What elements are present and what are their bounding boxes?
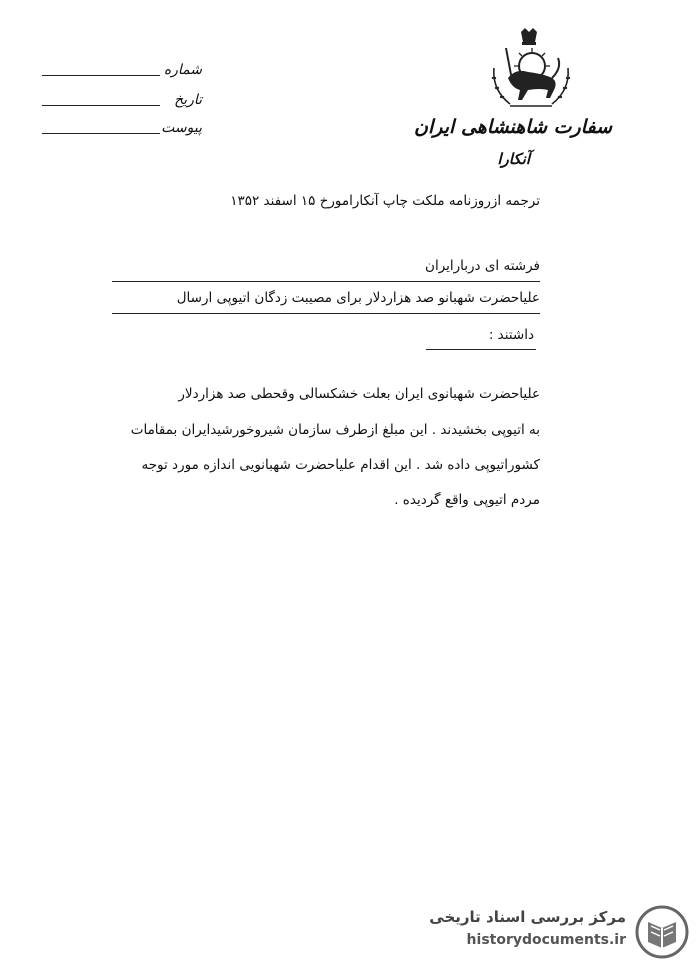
body-line-1: علیاحضرت شهبانوی ایران بعلت خشکسالی وقحطی صد هزاردلار (178, 386, 540, 402)
body-line-3: کشوراتیوپی داده شد . این اقدام علیاحضرت شهبانویی اندازه مورد توجه (141, 457, 540, 473)
reference-date-label: تاریخ (174, 92, 202, 108)
reference-date-line (42, 105, 160, 106)
recipient-underline (112, 281, 540, 282)
watermark (412, 902, 698, 962)
reference-date-field (42, 92, 202, 112)
reference-number-field (42, 62, 202, 82)
continuation-underline (426, 349, 536, 350)
reference-attachment-field (42, 120, 202, 140)
continuation-text: داشتند : (488, 327, 534, 343)
watermark-title: مرکز بررسی اسناد تاریخی (429, 908, 626, 926)
body-line-4: مردم اتیوپی واقع گردیده . (394, 492, 540, 508)
reference-number-label: شماره (163, 62, 202, 78)
translation-note: ترجمه ازروزنامه ملکت چاپ آنکارامورخ ۱۵ اسفند ۱۳۵۲ (230, 193, 540, 209)
lion-and-sun-emblem-icon (488, 28, 574, 110)
subject-underline (112, 313, 540, 314)
city-name: آنکارا (497, 150, 530, 168)
recipient-line: فرشته ای دربارایران (425, 258, 540, 274)
book-icon (634, 904, 690, 960)
reference-attachment-label: پیوست (161, 120, 202, 136)
body-line-2: به اتیوپی بخشیدند . این مبلغ ازطرف سازمان شیروخورشیدایران بمقامات (130, 422, 540, 438)
watermark-url: historydocuments.ir (466, 932, 626, 948)
reference-attachment-line (42, 133, 160, 134)
reference-number-line (42, 75, 160, 76)
embassy-name: سفارت شاهنشاهی ایران (414, 116, 612, 138)
subject-line: علیاحضرت شهبانو صد هزاردلار برای مصیبت زدگان اتیوپی ارسال (176, 290, 540, 306)
